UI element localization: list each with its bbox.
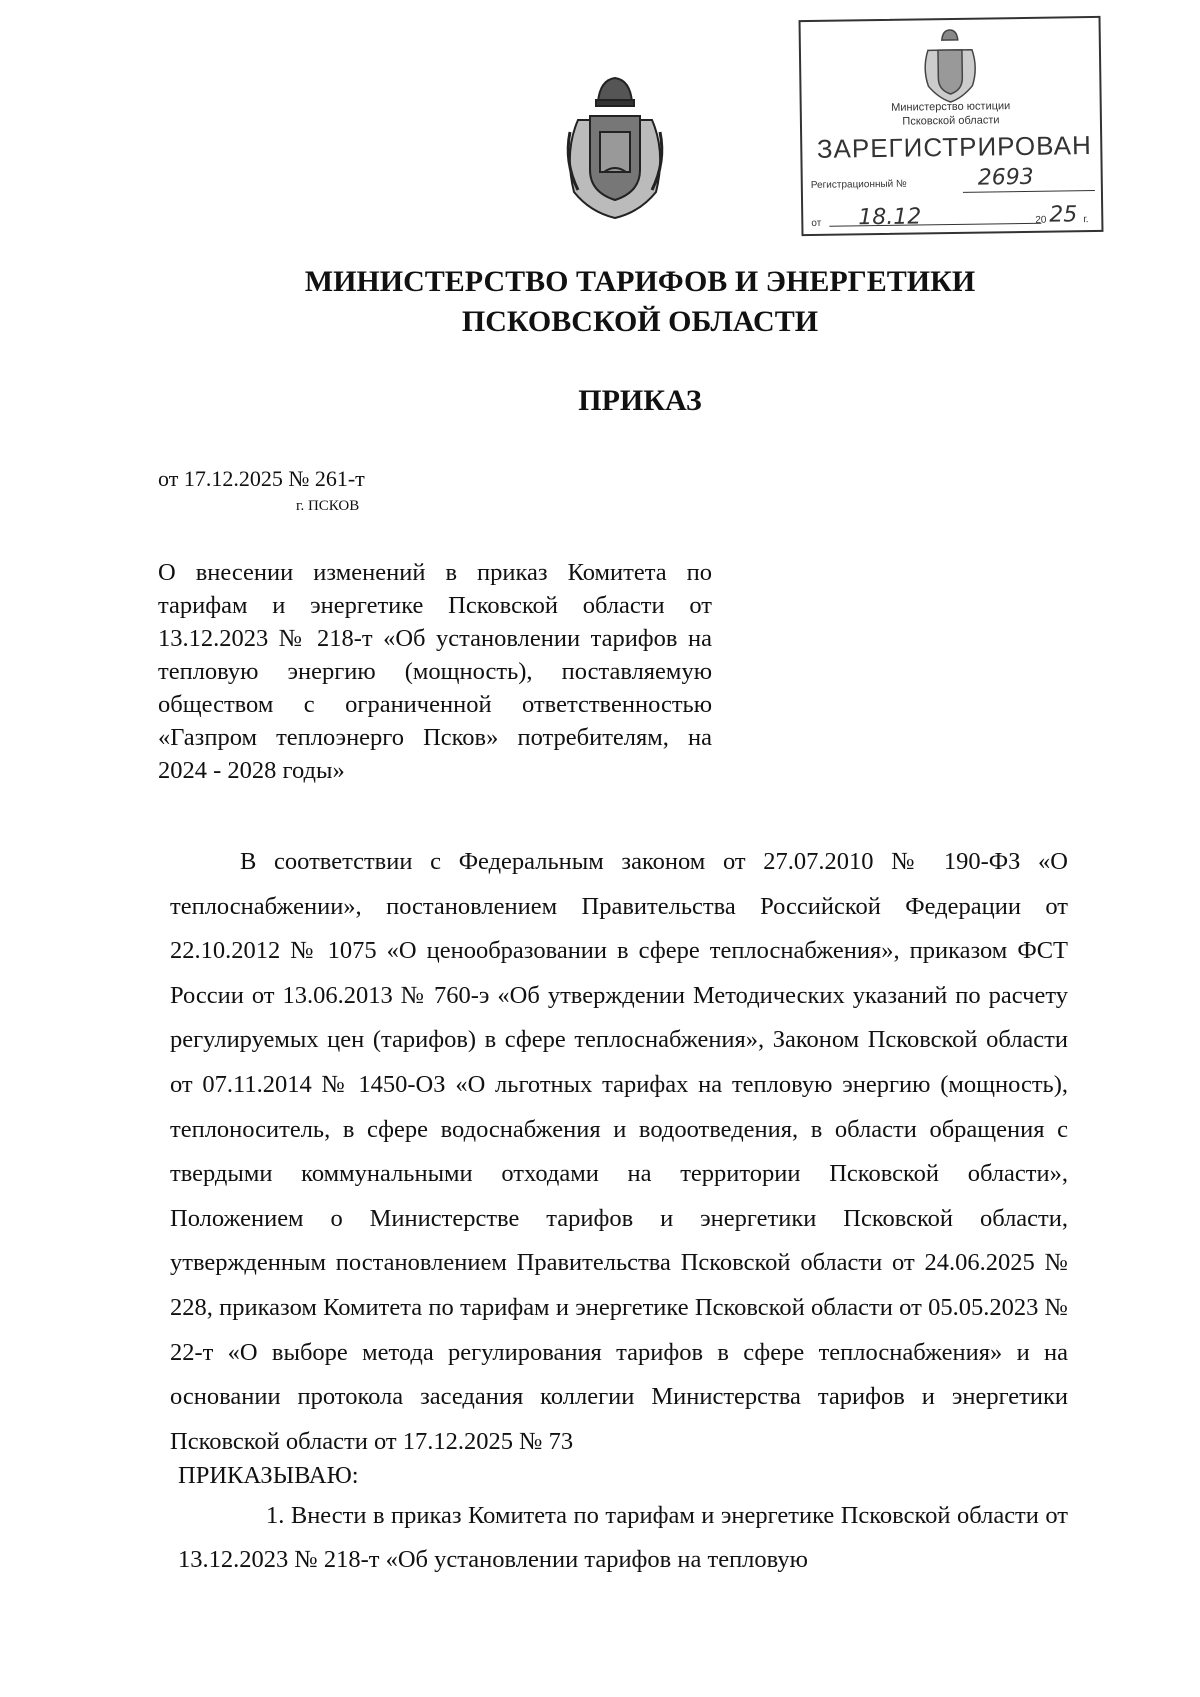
order-date-number: от 17.12.2025 № 261-т <box>158 466 365 491</box>
stamp-year-prefix: 20 <box>1035 214 1047 226</box>
coat-of-arms-emblem <box>560 72 670 222</box>
stamp-organization <box>802 98 1100 130</box>
stamp-org-line-1: Министерство юстиции <box>891 100 1011 114</box>
preamble-paragraph: В соответствии с Федеральным законом от 27.07.2010 № 190-ФЗ «О теплоснабжении», постановлением Правительства Российской Федерации от 22.10.2012 № 1075 «О ценообразовании в сфере теплоснабжения», приказом ФСТ России от 13.06.2013 № 760-э «Об утверждении Методических указаний по расчету регулируемых цен (тарифов) в сфере теплоснабжения», Законом Псковской области от 07.11.2014 № 1450-ОЗ «О льготных тарифах на тепловую энергию (мощность), теплоноситель, в сфере водоснабжения и водоотведения, в области обращения с твердыми коммунальными отходами на территории Псковской области», Положением о Министерстве тарифов и энергетики Псковской области, утвержденным постановлением Правительства Псковской области от 24.06.2025 № 228, приказом Комитета по тарифам и энергетике Псковской области от 05.05.2023 № 22-т «О выборе метода регулирования тарифов в сфере теплоснабжения» и на основании протокола заседания коллегии Министерства тарифов и энергетики Псковской области от 17.12.2025 № 73 <box>170 848 1068 1455</box>
order-city: г. ПСКОВ <box>296 498 360 514</box>
stamp-emblem-icon <box>918 28 983 105</box>
stamp-year-suffix: г. <box>1083 214 1089 226</box>
stamp-from-label: от <box>811 217 822 229</box>
stamp-reg-label: Регистрационный № <box>810 178 907 191</box>
registration-stamp <box>799 16 1104 236</box>
clause-1: 1. Внести в приказ Комитета по тарифам и энергетике Псковской области от 13.12.2023 № 218-т «Об установлении тарифов на тепловую <box>178 1502 1068 1573</box>
orders-label: ПРИКАЗЫВАЮ: <box>178 1462 359 1489</box>
ministry-name-line-2: ПСКОВСКОЙ ОБЛАСТИ <box>461 305 819 338</box>
stamp-status: ЗАРЕГИСТРИРОВАН <box>816 130 1092 164</box>
stamp-org-line-2: Псковской области <box>902 114 1000 128</box>
stamp-date: 18.12 <box>858 204 922 231</box>
document-type-title: ПРИКАЗ <box>578 384 702 417</box>
ministry-name <box>230 262 1050 342</box>
order-subject: О внесении изменений в приказ Комитета по тарифам и энергетике Псковской области от 13.12.2023 № 218-т «Об установлении тарифов на тепловую энергию (мощность), поставляемую обществом с ограниченной ответственностью «Газпром теплоэнерго Псков» потребителям, на 2024 - 2028 годы» <box>158 559 712 784</box>
stamp-reg-number: 2693 <box>977 164 1034 191</box>
ministry-name-line-1: МИНИСТЕРСТВО ТАРИФОВ И ЭНЕРГЕТИКИ <box>304 265 976 298</box>
stamp-year: 25 <box>1049 202 1078 228</box>
